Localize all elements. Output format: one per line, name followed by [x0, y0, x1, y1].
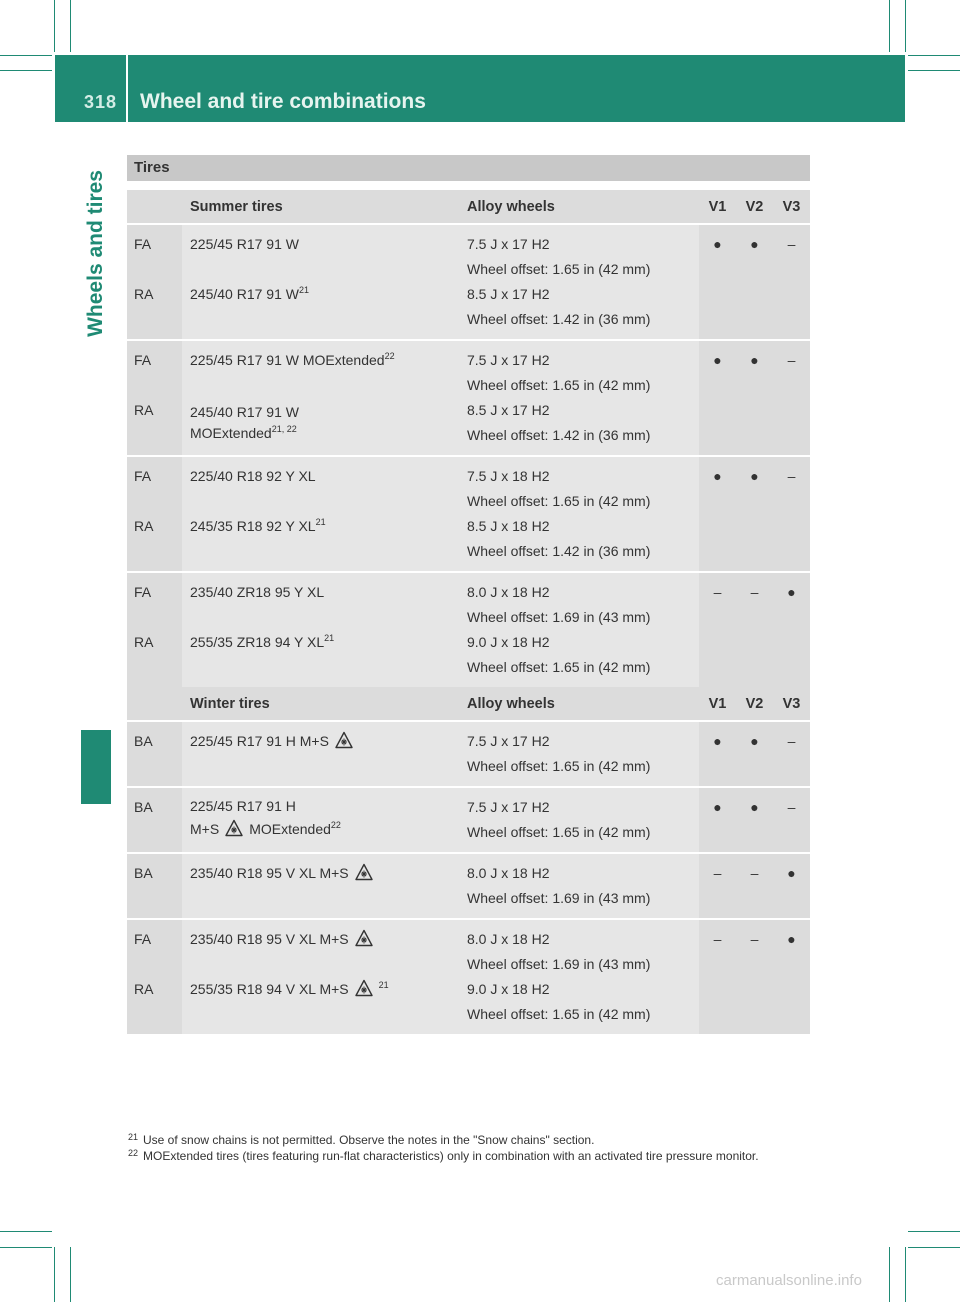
crop-mark: [0, 70, 52, 71]
wheel-cell: [459, 224, 699, 340]
mountain-snowflake-icon: [355, 929, 373, 947]
crop-mark: [54, 0, 55, 52]
table-row: [127, 919, 810, 1035]
table-row: [127, 340, 810, 456]
table-row: [127, 787, 810, 853]
axle-cell: [127, 340, 182, 456]
wheel-cell: [459, 340, 699, 456]
crop-mark: [908, 1231, 960, 1232]
v3-cell: ●: [773, 853, 810, 919]
wheel-cell: [459, 919, 699, 1035]
wheel-offset: Wheel offset: 1.65 in (42 mm): [467, 377, 651, 393]
footnotes: [128, 1132, 821, 1164]
v3-cell: –: [773, 456, 810, 572]
wheel-size: 7.5 J x 17 H2: [467, 733, 550, 749]
crop-mark: [0, 1247, 52, 1248]
v2-cell: ●: [736, 340, 773, 456]
table-header-row: [127, 190, 810, 224]
axle-label: FA: [134, 352, 152, 368]
tire-size: 225/45 R17 91 H: [190, 798, 296, 814]
footnote-ref: 21: [315, 517, 326, 527]
v1-cell: –: [699, 919, 736, 1035]
v1-cell: ●: [699, 787, 736, 853]
tire-cell: [182, 919, 459, 1035]
v3-cell: –: [773, 787, 810, 853]
axle-cell: [127, 224, 182, 340]
footnote: [128, 1148, 821, 1164]
axle-label: RA: [134, 634, 154, 650]
axle-cell: [127, 919, 182, 1035]
tire-cell: [182, 224, 459, 340]
wheel-size: 8.5 J x 17 H2: [467, 286, 550, 302]
axle-label: FA: [134, 931, 152, 947]
footnote: [128, 1132, 821, 1148]
footnote-ref: 21: [378, 980, 389, 990]
v2-column-header: V2: [736, 190, 773, 224]
v2-cell: –: [736, 919, 773, 1035]
tire-size: 235/40 R18 95 V XL M+S: [190, 865, 349, 881]
axle-label: FA: [134, 584, 152, 600]
tire-size: 225/45 R17 91 W: [190, 236, 299, 252]
wheel-offset: Wheel offset: 1.65 in (42 mm): [467, 1006, 651, 1022]
tire-size: 255/35 R18 94 V XL M+S: [190, 981, 349, 997]
table-row: [127, 224, 810, 340]
crop-mark: [889, 0, 890, 52]
axle-label: BA: [134, 865, 153, 881]
chapter-label: Wheels and tires: [84, 170, 107, 337]
axle-column-header: [127, 190, 182, 224]
axle-label: RA: [134, 518, 154, 534]
footnote-text: Use of snow chains is not permitted. Observe the notes in the "Snow chains" section.: [143, 1133, 595, 1147]
table-header-row: [127, 687, 810, 721]
footnote-ref: 21: [324, 633, 335, 643]
tire-cell: [182, 456, 459, 572]
wheel-cell: [459, 721, 699, 787]
mountain-snowflake-icon: [355, 863, 373, 881]
axle-label: BA: [134, 799, 153, 815]
wheel-size: 8.0 J x 18 H2: [467, 584, 550, 600]
crop-mark: [908, 1247, 960, 1248]
wheel-offset: Wheel offset: 1.42 in (36 mm): [467, 427, 651, 443]
wheel-size: 8.0 J x 18 H2: [467, 931, 550, 947]
wheel-cell: [459, 456, 699, 572]
tire-size: 225/45 R17 91 W MOExtended: [190, 352, 385, 368]
tire-size: 225/45 R17 91 H M+S: [190, 733, 329, 749]
v1-cell: ●: [699, 340, 736, 456]
v1-cell: –: [699, 572, 736, 688]
v3-cell: –: [773, 224, 810, 340]
wheel-offset: Wheel offset: 1.69 in (43 mm): [467, 956, 651, 972]
crop-mark: [908, 55, 960, 56]
wheel-size: 8.5 J x 17 H2: [467, 402, 550, 418]
tire-cell: [182, 853, 459, 919]
wheel-cell: [459, 572, 699, 688]
wheel-cell: [459, 853, 699, 919]
watermark: carmanualsonline.info: [716, 1272, 862, 1289]
tire-size: 255/35 ZR18 94 Y XL: [190, 634, 325, 650]
header-divider: [126, 55, 128, 122]
axle-cell: [127, 572, 182, 688]
wheel-offset: Wheel offset: 1.65 in (42 mm): [467, 261, 651, 277]
table-row: [127, 853, 810, 919]
tire-size: 235/40 R18 95 V XL M+S: [190, 931, 349, 947]
wheel-offset: Wheel offset: 1.42 in (36 mm): [467, 311, 651, 327]
axle-label: RA: [134, 286, 154, 302]
crop-mark: [0, 1231, 52, 1232]
axle-label: RA: [134, 981, 154, 997]
tire-cell: [182, 572, 459, 688]
v1-column-header: V1: [699, 687, 736, 721]
v2-cell: –: [736, 572, 773, 688]
footnote-ref: 22: [384, 351, 395, 361]
footnote-text: MOExtended tires (tires featuring run-flat characteristics) only in combination with an activated tire pressure monitor.: [143, 1149, 759, 1163]
tire-season: M+S: [190, 821, 220, 837]
crop-mark: [0, 55, 52, 56]
crop-mark: [70, 1247, 71, 1302]
tire-cell: [182, 787, 459, 853]
footnote-number: 21: [128, 1132, 139, 1142]
v3-column-header: V3: [773, 190, 810, 224]
wheel-offset: Wheel offset: 1.69 in (43 mm): [467, 609, 651, 625]
tire-cell: [182, 721, 459, 787]
wheel-size: 9.0 J x 18 H2: [467, 981, 550, 997]
v2-column-header: V2: [736, 687, 773, 721]
axle-cell: [127, 721, 182, 787]
crop-mark: [905, 1247, 906, 1302]
wheel-offset: Wheel offset: 1.65 in (42 mm): [467, 659, 651, 675]
tires-column-header: Summer tires: [182, 190, 459, 224]
footnote-ref: 22: [330, 820, 341, 830]
table-row: [127, 721, 810, 787]
footnote-number: 22: [128, 1148, 139, 1158]
v2-cell: ●: [736, 224, 773, 340]
crop-mark: [889, 1247, 890, 1302]
mountain-snowflake-icon: [355, 979, 373, 997]
crop-mark: [70, 0, 71, 52]
v2-cell: –: [736, 853, 773, 919]
axle-label: BA: [134, 733, 153, 749]
wheel-offset: Wheel offset: 1.65 in (42 mm): [467, 493, 651, 509]
v3-column-header: V3: [773, 687, 810, 721]
v3-cell: –: [773, 721, 810, 787]
wheel-size: 9.0 J x 18 H2: [467, 634, 550, 650]
wheel-offset: Wheel offset: 1.42 in (36 mm): [467, 543, 651, 559]
crop-mark: [54, 1247, 55, 1302]
wheel-cell: [459, 787, 699, 853]
axle-label: FA: [134, 236, 152, 252]
v1-cell: ●: [699, 224, 736, 340]
tire-variant: MOExtended: [249, 821, 331, 837]
wheel-size: 7.5 J x 18 H2: [467, 468, 550, 484]
mountain-snowflake-icon: [225, 819, 243, 837]
crop-mark: [908, 70, 960, 71]
tire-size: 245/35 R18 92 Y XL: [190, 518, 316, 534]
table-row: [127, 572, 810, 688]
wheel-offset: Wheel offset: 1.65 in (42 mm): [467, 758, 651, 774]
v3-cell: –: [773, 340, 810, 456]
wheels-column-header: Alloy wheels: [459, 190, 699, 224]
v3-cell: ●: [773, 919, 810, 1035]
v2-cell: ●: [736, 721, 773, 787]
v1-cell: ●: [699, 456, 736, 572]
page-number: 318: [84, 92, 118, 112]
table-row: [127, 456, 810, 572]
summer-tires-table: [127, 190, 810, 689]
section-title: Tires: [127, 155, 810, 181]
wheel-size: 7.5 J x 17 H2: [467, 799, 550, 815]
footnote-ref: 21: [298, 285, 309, 295]
v1-cell: ●: [699, 721, 736, 787]
footnote-ref: 21, 22: [271, 424, 297, 434]
tire-size: 235/40 ZR18 95 Y XL: [190, 584, 325, 600]
wheel-size: 7.5 J x 17 H2: [467, 352, 550, 368]
wheel-offset: Wheel offset: 1.65 in (42 mm): [467, 824, 651, 840]
tire-cell: [182, 340, 459, 456]
wheel-size: 8.5 J x 18 H2: [467, 518, 550, 534]
axle-cell: [127, 456, 182, 572]
v3-cell: ●: [773, 572, 810, 688]
tires-column-header: Winter tires: [182, 687, 459, 721]
page-title: Wheel and tire combinations: [140, 90, 426, 113]
crop-mark: [905, 0, 906, 52]
wheel-offset: Wheel offset: 1.69 in (43 mm): [467, 890, 651, 906]
v1-column-header: V1: [699, 190, 736, 224]
wheels-column-header: Alloy wheels: [459, 687, 699, 721]
mountain-snowflake-icon: [335, 731, 353, 749]
wheel-size: 8.0 J x 18 H2: [467, 865, 550, 881]
tire-variant: MOExtended: [190, 425, 272, 441]
axle-label: RA: [134, 402, 154, 418]
v2-cell: ●: [736, 787, 773, 853]
axle-cell: [127, 853, 182, 919]
v2-cell: ●: [736, 456, 773, 572]
v1-cell: –: [699, 853, 736, 919]
tire-size: 245/40 R17 91 W: [190, 286, 299, 302]
wheel-size: 7.5 J x 17 H2: [467, 236, 550, 252]
tire-size: 225/40 R18 92 Y XL: [190, 468, 316, 484]
axle-label: FA: [134, 468, 152, 484]
axle-column-header: [127, 687, 182, 721]
winter-tires-table: [127, 687, 810, 1036]
tire-size: 245/40 R17 91 W: [190, 404, 299, 420]
axle-cell: [127, 787, 182, 853]
chapter-tab: [81, 730, 111, 804]
